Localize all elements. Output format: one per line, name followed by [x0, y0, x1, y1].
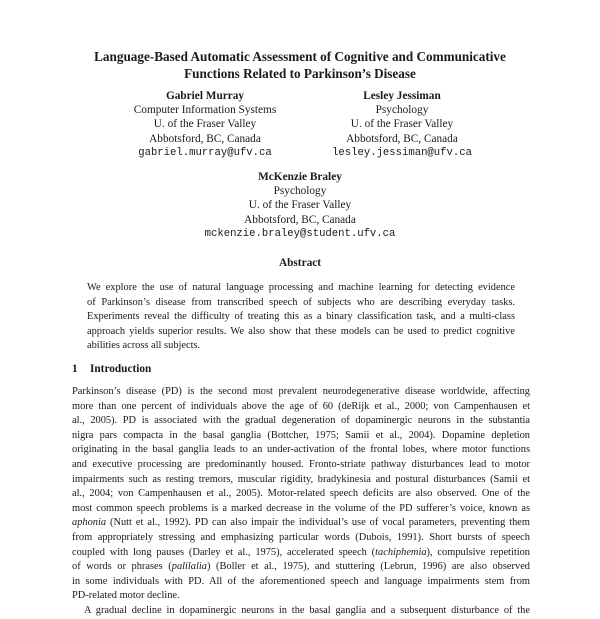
intro-paragraph-1 [72, 385, 530, 604]
author-city: Abbotsford, BC, Canada [346, 132, 458, 145]
section-heading-introduction [72, 363, 151, 375]
abstract-heading: Abstract [278, 257, 322, 269]
body-text-run: ), compulsive repetition [426, 546, 530, 558]
author-email: gabriel.murray@ufv.ca [138, 146, 272, 159]
section-number: 1 [72, 363, 78, 375]
body-line: in some individuals with PD. All of the aforementioned speech and language impairments stem from [72, 575, 530, 587]
body-line: and executive processing are predominantly housed. Fronto-striate pathway disturbances lead to motor [72, 458, 530, 470]
author-name: McKenzie Braley [258, 171, 342, 183]
body-line: nigra pars compacta in the basal ganglia (Bottcher, 1975; Samii et al., 2004). Dopamine depletion [72, 429, 530, 441]
author-city: Abbotsford, BC, Canada [149, 132, 261, 145]
body-text-run: of words or phrases ( [72, 561, 172, 573]
body-line: Parkinson’s disease (PD) is the second most prevalent neurodegenerative disease worldwide, affecting [72, 386, 530, 397]
body-line [72, 560, 530, 575]
author-univ: U. of the Fraser Valley [350, 118, 454, 131]
body-text-run: coupled with long pauses (Darley et al., 1975), accelerated speech ( [72, 546, 376, 558]
body-line: A gradual decline in dopaminergic neurons in the basal ganglia and a subsequent disturbance of the [84, 604, 530, 616]
author-email: lesley.jessiman@ufv.ca [332, 146, 472, 159]
body-line: al., 2004; von Campenhausen et al., 2005). Motor-related speech deficits are also observed. One of the [72, 488, 530, 500]
italic-term: palilalia [171, 561, 207, 573]
author-name: Gabriel Murray [165, 90, 245, 102]
body-line [72, 516, 530, 531]
author-block-murray [115, 89, 295, 160]
title-line-2: Functions Related to Parkinson’s Disease [184, 66, 416, 81]
author-block-braley [190, 170, 410, 241]
body-line: more than one percent of individuals above the age of 60 (deRijk et al., 2000; von Campenhausen et [72, 400, 530, 412]
author-dept: Psychology [375, 104, 429, 117]
title-line-1: Language-Based Automatic Assessment of Cognitive and Communicative [94, 49, 506, 64]
author-dept: Computer Information Systems [133, 104, 277, 117]
author-dept: Psychology [273, 185, 327, 198]
author-city: Abbotsford, BC, Canada [244, 213, 356, 226]
abstract-line: Experiments reveal the difficulty of treating this as a binary classification task, and a multi-class [87, 311, 515, 323]
body-line: impairments such as resting tremors, muscular rigidity, bradykinesia and postural disturbances (Samii et [72, 473, 530, 485]
author-name: Lesley Jessiman [363, 90, 441, 102]
body-line: al., 2005). PD is associated with the gradual degeneration of dopaminergic neurons in the substantia [72, 415, 530, 427]
body-line: PD-related motor decline. [72, 590, 180, 602]
italic-term: aphonia [72, 517, 107, 529]
paper-title [60, 48, 540, 82]
abstract-line: of Parkinson’s disease from transcribed speech of subjects who are describing everyday tasks. [87, 296, 515, 308]
introduction-body [72, 385, 530, 619]
body-text-run: (Nutt et al., 1992). PD can also impair the individual’s use of vocal parameters, preventing them [106, 517, 530, 529]
author-univ: U. of the Fraser Valley [153, 118, 257, 131]
abstract-line: We explore the use of natural language processing and machine learning for detecting evidence [87, 282, 515, 293]
author-block-jessiman [312, 89, 492, 160]
author-email: mckenzie.braley@student.ufv.ca [204, 227, 396, 240]
intro-paragraph-2 [72, 604, 530, 619]
abstract-text [87, 281, 515, 354]
body-line [72, 546, 530, 561]
body-text-run: ) (Boller et al., 1975), and stuttering (Lebrun, 1996) are also observed [206, 561, 530, 573]
abstract-line: approach yields superior results. We also show that these models can be used to predict cognitive [87, 325, 515, 337]
italic-term: tachiphemia [375, 546, 427, 558]
body-line: from appropriately stressing and emphasizing particular words (Dubois, 1991). Short bursts of speech [72, 531, 530, 543]
abstract-line: abilities across all subjects. [87, 340, 201, 352]
author-univ: U. of the Fraser Valley [248, 199, 352, 212]
body-line: most common speech problems is a marked decrease in the volume of the PD sufferer’s voice, known as [72, 502, 530, 514]
section-title: Introduction [90, 363, 152, 375]
body-line: originating in the basal ganglia leads to an under-activation of the frontal lobes, where motor functions [72, 444, 530, 456]
